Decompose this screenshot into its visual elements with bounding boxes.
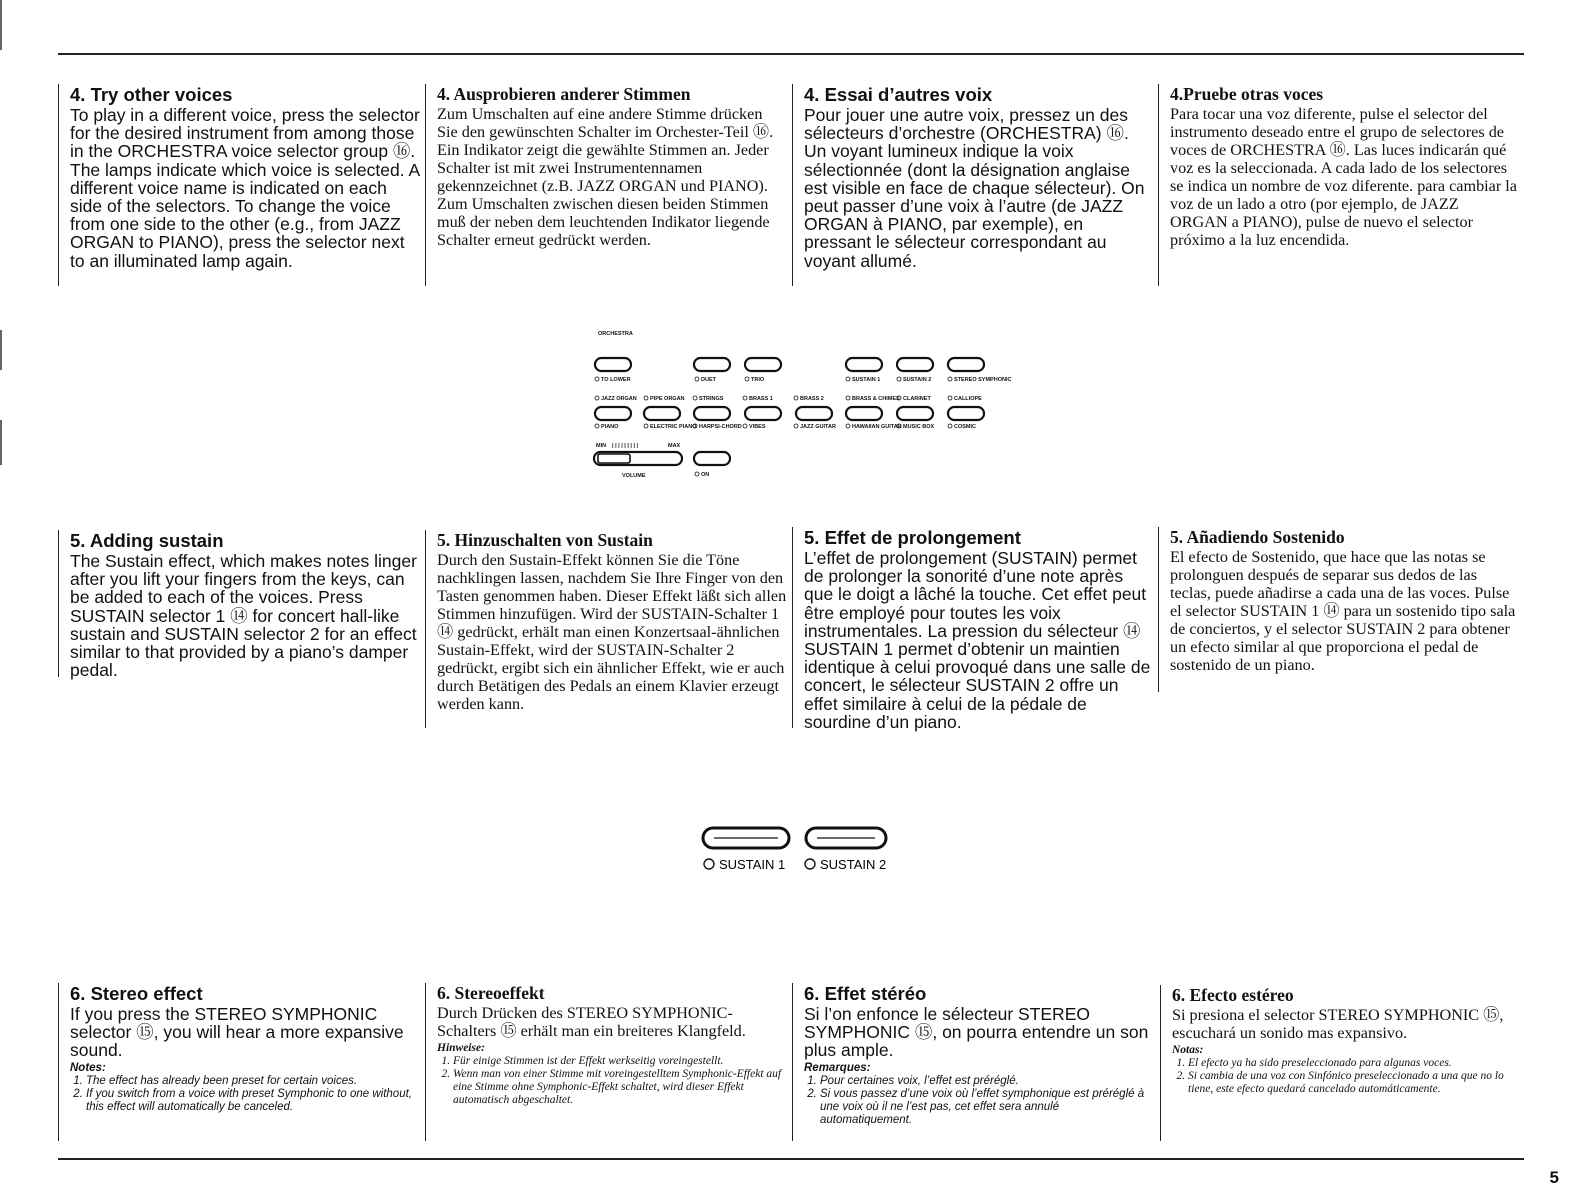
on-label: ON xyxy=(701,472,710,478)
edge-mark xyxy=(0,420,2,465)
section-title: 4. Ausprobieren anderer Stimmen xyxy=(437,84,691,104)
sustain1-lamp xyxy=(704,859,714,869)
label-trio: TRIO xyxy=(751,377,765,383)
note-item: 1. Für einige Stimmen ist der Effekt werkseitig voreingestellt. xyxy=(453,1055,787,1068)
section-5-es xyxy=(1158,527,1520,692)
label-calliope: CALLIOPE xyxy=(954,396,982,402)
sustain2-label: SUSTAIN 2 xyxy=(820,857,887,872)
voice-selector xyxy=(897,407,933,420)
note-item: 1. The effect has already been preset for certain voices. xyxy=(86,1075,420,1088)
section-body: El efecto de Sostenido, que hace que las notas se prolonguen después de separar sus dedos de las teclas, puede añadirse a cada una de las voces. Pulse el selector SUSTAIN 1 ⑭ para un sostenido tipo sala de conciertos, y el selector SUSTAIN 2 para obtener un efecto similar al que proporciona el pedal de sostenido de un piano. xyxy=(1170,548,1516,674)
section-title: 4. Try other voices xyxy=(70,84,233,105)
voice-selector xyxy=(595,407,631,420)
notes-list xyxy=(437,1055,787,1107)
panel-voice-buttons xyxy=(595,407,984,420)
section-title: 5. Hinzuschalten von Sustain xyxy=(437,530,653,550)
bottom-rule xyxy=(58,1158,1524,1160)
section-body: To play in a different voice, press the selector for the desired instrument from among those in the ORCHESTRA voice selector group ⑯. The lamps indicate which voice is selected. A different voice name is indicated on each side of the selectors. To change the voice from one side to the other (e.g., from JAZZ ORGAN to PIANO), press the selector next to an illuminated lamp again. xyxy=(70,105,420,271)
note-item: 2. Wenn man von einer Stimme mit voreingestelltem Symphonic-Effekt auf eine Stimme ohne Symphonic-Effekt schaltet, wird dieser Effekt automatisch abgeschaltet. xyxy=(453,1068,787,1107)
section-body: Durch Drücken des STEREO SYMPHONIC-Schalters ⑮ erhält man ein breiteres Klangfeld. xyxy=(437,1004,746,1040)
page-number: 5 xyxy=(1549,1168,1559,1187)
top-rule xyxy=(58,53,1524,55)
voice-selector xyxy=(846,407,882,420)
label-electric-piano: ELECTRIC PIANO xyxy=(650,424,697,430)
label-hawaiian-guitar: HAWAIIAN GUITAR xyxy=(852,424,902,430)
label-brass2: BRASS 2 xyxy=(800,396,824,402)
section-5-de xyxy=(425,530,787,728)
section-body: Para tocar una voz diferente, pulse el selector del instrumento deseado entre el grupo de selectores de voces de ORCHESTRA ⑯. Las luces indicarán qué voz es la seleccionada. A cada lado de los selectores se indica un nombre de voz diferente. para cambiar la voz de un lado a otro (por ejemplo, de JAZZ ORGAN a PIANO), pulse de nuevo el selector próximo a la luz encendida. xyxy=(1170,105,1517,249)
label-brass-chimes: BRASS & CHIMES xyxy=(852,396,900,402)
section-body: Si l’on enfonce le sélecteur STEREO SYMPHONIC ⑮, on pourra entendre un son plus ample. xyxy=(804,1004,1149,1061)
volume-min-label: MIN xyxy=(596,443,607,449)
label-strings: STRINGS xyxy=(699,396,724,402)
label-music-box: MUSIC BOX xyxy=(903,424,935,430)
notes-label: Notas: xyxy=(1172,1044,1204,1056)
section-body: The Sustain effect, which makes notes linger after you lift your fingers from the keys, can be added to each of the voices. Press SUSTAIN selector 1 ⑭ for concert hall-like sustain and SUSTAIN selector 2 for an effect similar to that provided by a piano’s damper pedal. xyxy=(70,551,417,681)
section-title: 6. Effet stéréo xyxy=(804,983,927,1004)
label-piano: PIANO xyxy=(601,424,619,430)
section-title: 6. Stereoeffekt xyxy=(437,983,545,1003)
panel-lower-voice-labels xyxy=(595,424,976,430)
section-6-de xyxy=(425,983,787,1141)
trio-selector xyxy=(745,358,781,371)
notes-list xyxy=(1172,1057,1524,1096)
section-body: If you press the STEREO SYMPHONIC selector ⑮, you will hear a more expansive sound. xyxy=(70,1004,404,1061)
section-title: 5. Effet de prolongement xyxy=(804,527,1021,548)
section-title: 6. Stereo effect xyxy=(70,983,203,1004)
section-4-en xyxy=(58,84,420,286)
sustain2-selector xyxy=(897,358,933,371)
notes-label: Hinweise: xyxy=(437,1042,485,1054)
section-6-fr xyxy=(792,983,1152,1141)
panel-top-buttons xyxy=(595,358,984,371)
label-brass1: BRASS 1 xyxy=(749,396,773,402)
label-jazz-guitar: JAZZ GUITAR xyxy=(800,424,836,430)
notes-list xyxy=(804,1075,1152,1127)
section-title: 5. Añadiendo Sostenido xyxy=(1170,527,1345,547)
sustain1-label: SUSTAIN 1 xyxy=(719,857,786,872)
volume-max-label: MAX xyxy=(668,443,681,449)
notes-label: Remarques: xyxy=(804,1061,871,1074)
label-vibes: VIBES xyxy=(749,424,766,430)
duet-selector xyxy=(694,358,730,371)
section-body: Si presiona el selector STEREO SYMPHONIC ⑮, escuchará un sonido mas expansivo. xyxy=(1172,1006,1504,1042)
note-item: 2. Si vous passez d’une voix où l’effet symphonique est préréglé à une voix où il ne l’est pas, cet effet sera annulé automatiquement. xyxy=(820,1088,1152,1127)
notes-label: Notes: xyxy=(70,1061,106,1074)
orchestra-panel-diagram xyxy=(590,325,1030,485)
voice-selector xyxy=(948,407,984,420)
section-body: Zum Umschalten auf eine andere Stimme drücken Sie den gewünschten Schalter im Orchester-Teil ⑯. Ein Indikator zeigt die gewählte Stimmen an. Jeder Schalter ist mit zwei Instrumentennamen gekennzeichnet (z.B. JAZZ ORGAN und PIANO). Zum Umschalten zwischen diesen beiden Stimmen muß der neben dem leuchtenden Indikator liegende Schalter erneut gedrückt werden. xyxy=(437,105,774,249)
power-switch xyxy=(694,452,730,478)
label-harpsichord: HARPSI-CHORD xyxy=(699,424,742,430)
label-sustain2: SUSTAIN 2 xyxy=(903,377,932,383)
voice-selector xyxy=(644,407,680,420)
section-title: 4.Pruebe otras voces xyxy=(1170,84,1324,104)
volume-slider xyxy=(594,443,682,479)
to-lower-selector xyxy=(595,358,631,371)
section-title: 5. Adding sustain xyxy=(70,530,224,551)
volume-label: VOLUME xyxy=(622,473,646,479)
stereo-symphonic-selector xyxy=(948,358,984,371)
section-6-es xyxy=(1160,985,1524,1141)
panel-upper-voice-labels xyxy=(595,396,982,402)
section-5-en xyxy=(58,530,420,681)
volume-ticks: | | | | | | | | | xyxy=(612,443,639,449)
note-item: 2. If you switch from a voice with preset Symphonic to one without, this effect will automatically be canceled. xyxy=(86,1088,420,1114)
voice-selector xyxy=(796,407,832,420)
section-body: Pour jouer une autre voix, pressez un des sélecteurs d’orchestre (ORCHESTRA) ⑯. Un voyant lumineux indique la voix sélectionnée (dont la désignation anglaise est visible en face de chaque sélecteur). On peut passer d’une voix à l’autre (de JAZZ ORGAN à PIANO, par exemple), en pressant le sélecteur correspondant au voyant allumé. xyxy=(804,105,1145,271)
label-clarinet: CLARINET xyxy=(903,396,931,402)
label-duet: DUET xyxy=(701,377,716,383)
voice-selector xyxy=(694,407,730,420)
note-item: 1. Pour certaines voix, l’effet est préréglé. xyxy=(820,1075,1152,1088)
panel-top-labels xyxy=(595,377,1011,383)
volume-knob xyxy=(598,454,630,463)
label-pipe-organ: PIPE ORGAN xyxy=(650,396,685,402)
label-jazz-organ: JAZZ ORGAN xyxy=(601,396,637,402)
section-4-es xyxy=(1158,84,1520,286)
section-4-fr xyxy=(792,84,1152,286)
note-item: 2. Si cambia de una voz con Sinfónico preseleccionado a una que no lo tiene, este efecto quedará cancelado automáticamente. xyxy=(1188,1070,1524,1096)
sustain1-selector xyxy=(846,358,882,371)
voice-selector xyxy=(745,407,781,420)
section-body: Durch den Sustain-Effekt können Sie die Töne nachklingen lassen, nachdem Sie Ihre Finger von den Tasten genommen haben. Dieser Effekt läßt sich allen Stimmen hinzufügen. Wird der SUSTAIN-Schalter 1 ⑭ gedrückt, erhält man einen Konzertsaal-ähnlichen Sustain-Effekt, wird der SUSTAIN-Schalter 2 gedrückt, ergibt sich ein ähnlicher Effekt, wie er auch durch Betätigen des Pedals an einem Klavier erzeugt werden kann. xyxy=(437,551,787,713)
label-to-lower: TO LOWER xyxy=(601,377,631,383)
section-4-de xyxy=(425,84,787,286)
section-5-fr xyxy=(792,527,1152,732)
label-cosmic: COSMIC xyxy=(954,424,976,430)
label-sustain1: SUSTAIN 1 xyxy=(852,377,881,383)
section-title: 4. Essai d’autres voix xyxy=(804,84,993,105)
edge-mark xyxy=(0,330,2,370)
edge-mark xyxy=(0,0,2,50)
notes-list xyxy=(70,1075,420,1114)
note-item: 1. El efecto ya ha sido preseleccionado para algunas voces. xyxy=(1188,1057,1524,1070)
section-6-en xyxy=(58,983,420,1141)
section-body: L’effet de prolongement (SUSTAIN) permet de prolonger la sonorité d’une note après que le doigt a lâché la touche. Cet effet peut être employé pour toutes les voix instrumentales. La pression du sélecteur ⑭ SUSTAIN 1 permet d’obtenir un maintien identique à celui provoqué dans une salle de concert, le sélecteur SUSTAIN 2 offre un effet similaire à celui de la pédale de sourdine d’un piano. xyxy=(804,548,1151,732)
sustain-buttons-diagram xyxy=(700,825,900,875)
sustain2-lamp xyxy=(805,859,815,869)
panel-title: ORCHESTRA xyxy=(598,331,633,337)
section-title: 6. Efecto estéreo xyxy=(1172,985,1294,1005)
label-stereo-symphonic: STEREO SYMPHONIC xyxy=(954,377,1012,383)
